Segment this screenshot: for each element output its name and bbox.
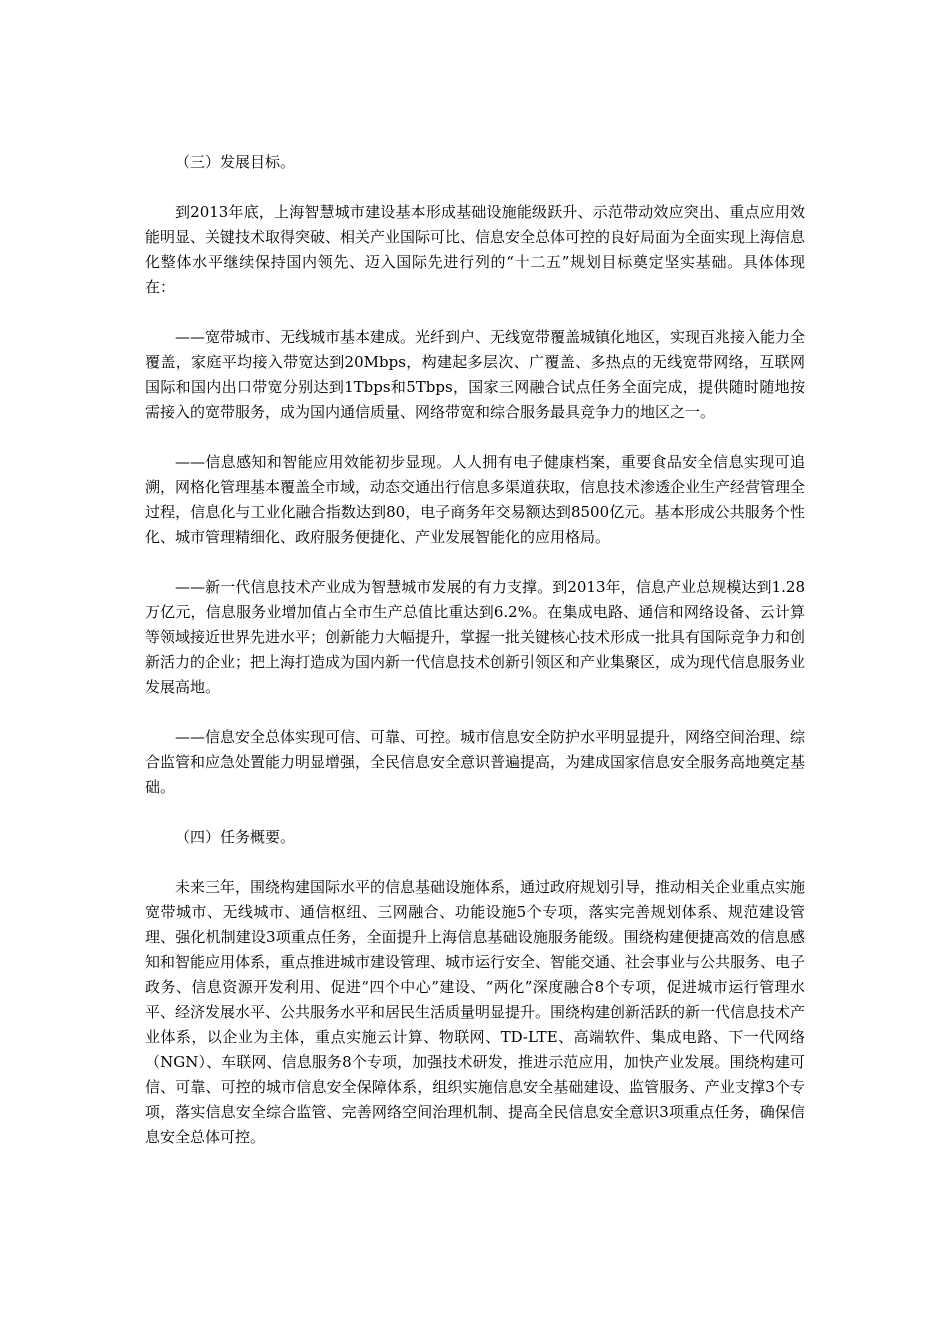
goals-heading: （三）发展目标。 — [175, 153, 296, 171]
goal-broadband-paragraph: ——宽带城市、无线城市基本建成。光纤到户、无线宽带覆盖城镇化地区，实现百兆接入能力全覆盖，家庭平均接入带宽达到20Mbps，构建起多层次、广覆盖、多热点的无线宽带网络，互联网国际和国内出口带宽分别达到1Tbps和5Tbps，国家三网融合试点任务全面完成，提供随时随地按需接入的宽带服务，成为国内通信质量、网络带宽和综合服务最具竞争力的地区之一。 — [145, 328, 806, 421]
document-page — [145, 150, 805, 1175]
tasks-heading: （四）任务概要。 — [175, 828, 296, 846]
goal-security-paragraph: ——信息安全总体实现可信、可靠、可控。城市信息安全防护水平明显提升，网络空间治理、综合监管和应急处置能力明显增强，全民信息安全意识普遍提高，为建成国家信息安全服务高地奠定基础。 — [145, 728, 806, 796]
goal-sensing-paragraph: ——信息感知和智能应用效能初步显现。人人拥有电子健康档案，重要食品安全信息实现可追溯，网格化管理基本覆盖全市域，动态交通出行信息多渠道获取，信息技术渗透企业生产经营管理全过程，信息化与工业化融合指数达到80，电子商务年交易额达到8500亿元。基本形成公共服务个性化、城市管理精细化、政府服务便捷化、产业发展智能化的应用格局。 — [145, 453, 806, 546]
goal-industry-paragraph: ——新一代信息技术产业成为智慧城市发展的有力支撑。到2013年，信息产业总规模达到1.28万亿元，信息服务业增加值占全市生产总值比重达到6.2%。在集成电路、通信和网络设备、云计算等领域接近世界先进水平；创新能力大幅提升，掌握一批关键核心技术形成一批具有国际竞争力和创新活力的企业；把上海打造成为国内新一代信息技术创新引领区和产业集聚区，成为现代信息服务业发展高地。 — [145, 578, 806, 696]
goals-intro-paragraph: 到2013年底，上海智慧城市建设基本形成基础设施能级跃升、示范带动效应突出、重点应用效能明显、关键技术取得突破、相关产业国际可比、信息安全总体可控的良好局面为全面实现上海信息化整体水平继续保持国内领先、迈入国际先进行列的“十二五”规划目标奠定坚实基础。具体体现在： — [145, 203, 806, 296]
tasks-paragraph: 未来三年，围绕构建国际水平的信息基础设施体系，通过政府规划引导，推动相关企业重点实施宽带城市、无线城市、通信枢纽、三网融合、功能设施5个专项，落实完善规划体系、规范建设管理、强化机制建设3项重点任务，全面提升上海信息基础设施服务能级。围绕构建便捷高效的信息感知和智能应用体系，重点推进城市建设管理、城市运行安全、智能交通、社会事业与公共服务、电子政务、信息资源开发利用、促进“四个中心”建设、“两化”深度融合8个专项，促进城市运行管理水平、经济发展水平、公共服务水平和居民生活质量明显提升。围绕构建创新活跃的新一代信息技术产业体系，以企业为主体，重点实施云计算、物联网、TD-LTE、高端软件、集成电路、下一代网络（NGN）、车联网、信息服务8个专项，加强技术研发，推进示范应用，加快产业发展。围绕构建可信、可靠、可控的城市信息安全保障体系，组织实施信息安全基础建设、监管服务、产业支撑3个专项，落实信息安全综合监管、完善网络空间治理机制、提高全民信息安全意识3项重点任务，确保信息安全总体可控。 — [145, 878, 806, 1146]
